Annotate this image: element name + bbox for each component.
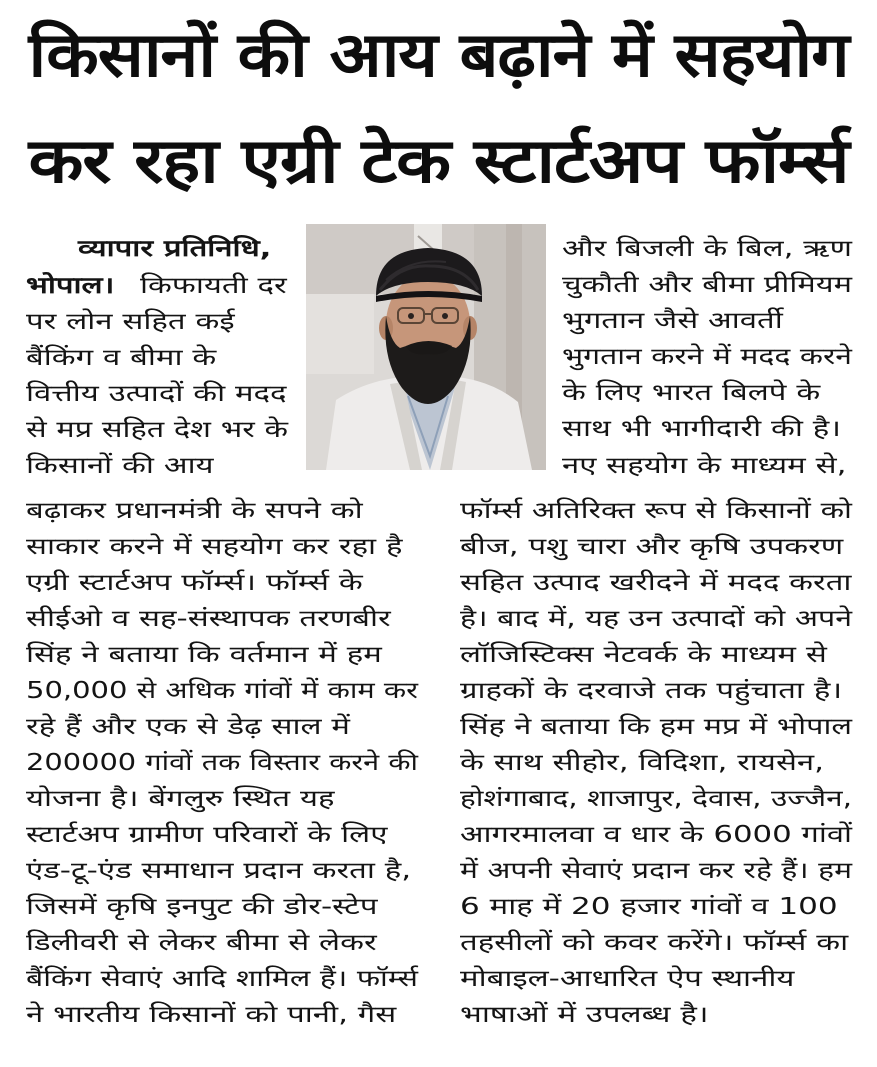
col1-line-15: योजना है। बेंगलुरु स्थित यह [26,786,335,812]
col2-line-11: है। बाद में, यह उन उत्पादों को अपने [460,606,852,632]
col1-line-4: वित्तीय उत्पादों की मदद [26,381,287,407]
col1-line-7: बढ़ाकर प्रधानमंत्री के सपने को [26,498,363,524]
col2-line-8: फॉर्म्स अतिरिक्त रूप से किसानों को [460,498,852,524]
byline-city: भोपाल। [26,273,115,299]
col1-line-13: रहे हैं और एक से डेढ़ साल में [26,714,350,740]
col2-line-3: भुगतान जैसे आवर्ती [562,308,783,334]
col2-line-12: लॉजिस्टिक्स नेटवर्क के माध्यम से [460,642,827,668]
col2-line-19: 6 माह में 20 हजार गांवों व 100 [460,894,838,920]
col1-line-6: किसानों की आय [26,453,214,479]
col2-line-1: और बिजली के बिल, ऋण [562,236,852,262]
col2-line-20: तहसीलों को कवर करेंगे। फॉर्म्स का [460,930,849,956]
col1-line-1: किफायती दर [140,273,287,299]
col1-line-12: 50,000 से अधिक गांवों में काम कर [26,678,418,704]
col2-line-6: साथ भी भागीदारी की है। [562,416,842,442]
col1-line-3: बैंकिंग व बीमा के [26,345,217,371]
col2-line-10: सहित उत्पाद खरीदने में मदद करता [460,570,852,596]
col2-line-17: आगरमालवा व धार के 6000 गांवों [460,822,852,848]
col2-line-22: भाषाओं में उपलब्ध है। [460,1002,709,1028]
col1-line-11: सिंह ने बताया कि वर्तमान में हम [26,642,382,668]
col2-line-2: चुकौती और बीमा प्रीमियम [562,272,852,298]
col1-line-16: स्टार्टअप ग्रामीण परिवारों के लिए [26,822,388,848]
col2-line-7: नए सहयोग के माध्यम से, [562,453,847,479]
headline-line-2: कर रहा एग्री टेक स्टार्टअप फॉर्म्स [28,124,849,197]
col2-line-16: होशंगाबाद, शाजापुर, देवास, उज्जैन, [460,786,852,812]
col1-line-17: एंड-टू-एंड समाधान प्रदान करता है, [26,858,412,884]
col2-line-18: में अपनी सेवाएं प्रदान कर रहे हैं। हम [460,858,852,884]
portrait-photo [306,224,546,470]
portrait-illustration [306,224,546,470]
col1-line-8: साकार करने में सहयोग कर रहा है [26,534,403,560]
col2-line-14: सिंह ने बताया कि हम मप्र में भोपाल [460,714,852,740]
col2-line-5: के लिए भारत बिलपे के [562,380,821,406]
col2-line-13: ग्राहकों के दरवाजे तक पहुंचाता है। [460,678,843,704]
col1-line-10: सीईओ व सह-संस्थापक तरणबीर [26,606,391,632]
col1-line-14: 200000 गांवों तक विस्तार करने की [26,750,418,776]
col1-line-2: पर लोन सहित कई [26,309,235,335]
byline-reporter: व्यापार प्रतिनिधि, [78,236,272,262]
col1-line-19: डिलीवरी से लेकर बीमा से लेकर [26,930,377,956]
col1-line-18: जिसमें कृषि इनपुट की डोर-स्टेप [26,894,378,920]
col2-line-21: मोबाइल-आधारित ऐप स्थानीय [460,966,795,992]
col2-line-9: बीज, पशु चारा और कृषि उपकरण [460,534,844,560]
col1-line-20: बैंकिंग सेवाएं आदि शामिल हैं। फॉर्म्स [26,966,418,992]
col2-line-15: के साथ सीहोर, विदिशा, रायसेन, [460,750,825,776]
col1-line-9: एग्री स्टार्टअप फॉर्म्स। फॉर्म्स के [26,570,363,596]
col1-line-5: से मप्र सहित देश भर के [26,417,288,443]
col2-line-4: भुगतान करने में मदद करने [562,344,852,370]
col1-line-21: ने भारतीय किसानों को पानी, गैस [26,1002,397,1028]
headline-line-1: किसानों की आय बढ़ाने में सहयोग [28,18,849,91]
